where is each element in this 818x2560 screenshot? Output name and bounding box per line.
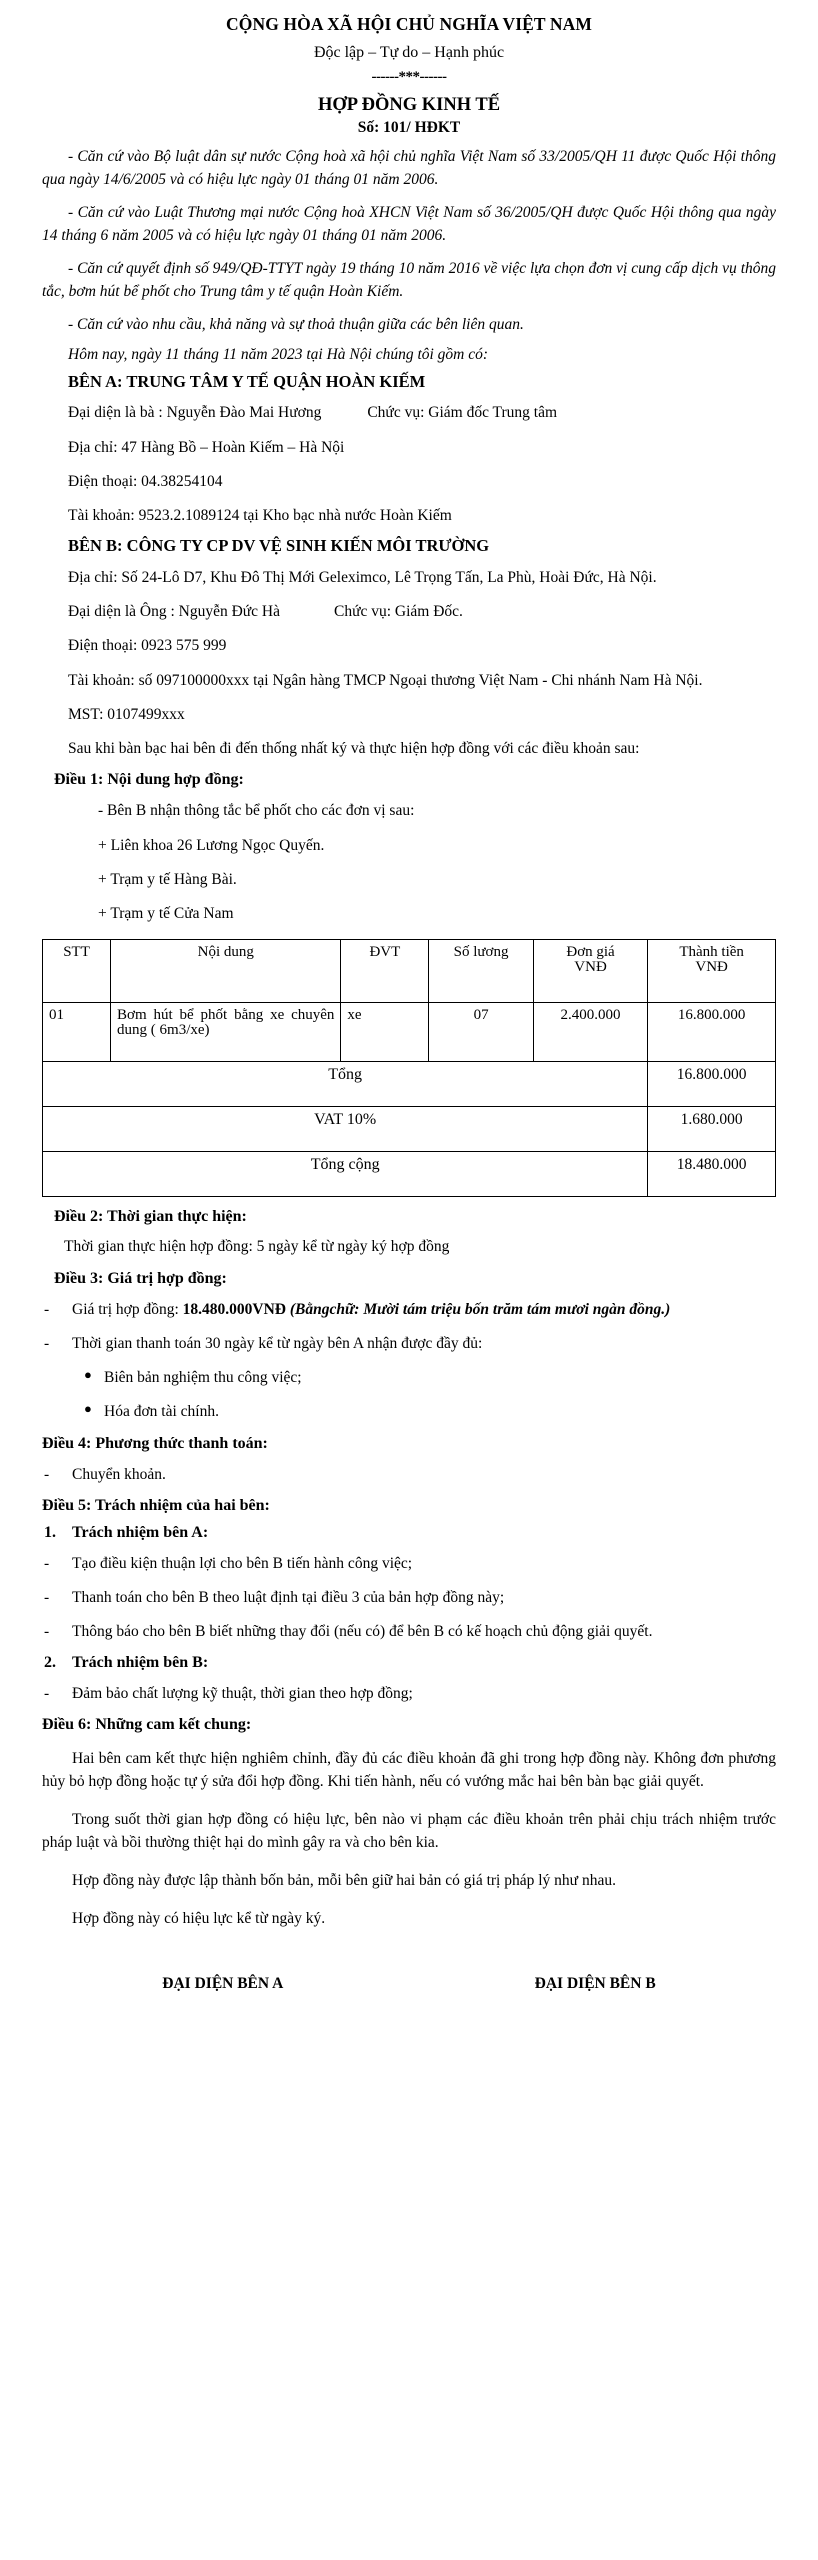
dongia-label-line1: Đơn giá bbox=[566, 944, 615, 961]
article-6-paragraph: Trong suốt thời gian hợp đồng có hiệu lực, bên nào vi phạm các điều khoản trên phải chịu trách nhiệm trước pháp luật và bồi thường thiệt hại do mình gây ra và cho bên kia. bbox=[42, 1810, 776, 1852]
total-label: Tổng bbox=[43, 1062, 648, 1107]
grandtotal-value: 18.480.000 bbox=[648, 1152, 776, 1197]
party-a-representative: Đại diện là bà : Nguyễn Đào Mai Hương bbox=[68, 404, 322, 422]
party-b-section bbox=[42, 538, 776, 726]
list-number: 2. bbox=[44, 1653, 56, 1671]
agreement-intro: Sau khi bàn bạc hai bên đi đến thống nhất ký và thực hiện hợp đồng với các điều khoản sau: bbox=[68, 740, 640, 758]
cell-stt: 01 bbox=[43, 1003, 111, 1062]
payment-method-text: Chuyển khoản. bbox=[72, 1465, 166, 1483]
article-2-line: Thời gian thực hiện hợp đồng: 5 ngày kể từ ngày ký hợp đồng bbox=[64, 1238, 450, 1256]
duty-text: Thông báo cho bên B biết những thay đổi (nếu có) để bên B có kế hoạch chủ động giải quyết. bbox=[72, 1623, 653, 1641]
party-b-tax-code: MST: 0107499xxx bbox=[68, 705, 185, 723]
party-b-address: Địa chỉ: Số 24-Lô D7, Khu Đô Thị Mới Geleximco, Lê Trọng Tấn, La Phù, Hoài Đức, Hà Nội. bbox=[68, 568, 657, 586]
party-a-representative-row bbox=[42, 401, 776, 424]
dash-marker: - bbox=[44, 1465, 50, 1483]
recital-item: - Căn cứ vào Luật Thương mại nước Cộng hoà XHCN Việt Nam số 36/2005/QH được Quốc Hội thông qua ngày 14 tháng 6 năm 2005 và có hiệu lực ngày 01 tháng 01 năm 2006. bbox=[42, 203, 776, 245]
bullet-marker: ● bbox=[84, 1401, 92, 1417]
party-b-representative: Đại diện là Ông : Nguyễn Đức Hà bbox=[68, 603, 280, 621]
table-header-row bbox=[43, 940, 776, 1003]
dash-marker: - bbox=[44, 1554, 50, 1572]
article-6-paragraph: Hợp đồng này được lập thành bốn bản, mỗi bên giữ hai bản có giá trị pháp lý như nhau. bbox=[72, 1872, 616, 1890]
cell-dongia: 2.400.000 bbox=[533, 1003, 647, 1062]
table-column-header-soluong: Số lương bbox=[429, 940, 533, 1003]
article-5-section bbox=[42, 1498, 776, 1705]
party-b-name: BÊN B: CÔNG TY CP DV VỆ SINH KIẾN MÔI TRƯỜNG bbox=[68, 536, 490, 556]
national-motto: Độc lập – Tự do – Hạnh phúc bbox=[313, 43, 505, 61]
party-a-account: Tài khoản: 9523.2.1089124 tại Kho bạc nhà nước Hoàn Kiếm bbox=[68, 507, 452, 525]
vat-value: 1.680.000 bbox=[648, 1107, 776, 1152]
table-column-header-stt: STT bbox=[43, 940, 111, 1003]
table-row bbox=[43, 1003, 776, 1062]
decorative-divider: ------***------ bbox=[371, 68, 447, 85]
article-3-value-item bbox=[42, 1298, 776, 1321]
article-5-heading: Điều 5: Trách nhiệm của hai bên: bbox=[42, 1496, 270, 1514]
article-6-section bbox=[42, 1717, 776, 1930]
vat-label: VAT 10% bbox=[43, 1107, 648, 1152]
article-1-unit: + Trạm y tế Hàng Bài. bbox=[98, 870, 237, 888]
article-5-party-a-item bbox=[42, 1620, 776, 1643]
cell-noidung: Bơm hút bể phốt bằng xe chuyên dung ( 6m3/xe) bbox=[111, 1003, 341, 1062]
table-column-header-noidung: Nội dung bbox=[111, 940, 341, 1003]
article-4-section bbox=[42, 1436, 776, 1486]
article-1-unit: + Liên khoa 26 Lương Ngọc Quyến. bbox=[98, 836, 325, 854]
article-6-heading: Điều 6: Những cam kết chung: bbox=[42, 1715, 252, 1733]
signature-party-a: ĐẠI DIỆN BÊN A bbox=[162, 1975, 284, 1993]
article-6-paragraph: Hai bên cam kết thực hiện nghiêm chỉnh, đầy đủ các điều khoản đã ghi trong hợp đồng này. Không đơn phương hủy bỏ hợp đồng hoặc tự ý sửa đổi hợp đồng. Khi tiến hành, nếu có vướng mắc hai bên bàn bạc giải quyết. bbox=[42, 1749, 776, 1791]
dongia-label-line2: VNĐ bbox=[574, 959, 607, 976]
signature-block bbox=[42, 1976, 776, 1992]
thanhtien-label-line2: VNĐ bbox=[695, 959, 728, 976]
dash-marker: - bbox=[44, 1334, 50, 1352]
party-a-phone: Điện thoại: 04.38254104 bbox=[68, 472, 223, 490]
doc-label: Hóa đơn tài chính. bbox=[104, 1403, 219, 1421]
article-2-section bbox=[42, 1209, 776, 1258]
article-5-party-b-item bbox=[42, 1682, 776, 1705]
recitals-section bbox=[42, 145, 776, 337]
table-total-row bbox=[43, 1062, 776, 1107]
contract-value-amount: 18.480.000VNĐ bbox=[182, 1300, 287, 1318]
cell-soluong: 07 bbox=[429, 1003, 533, 1062]
price-table bbox=[42, 939, 776, 1197]
grandtotal-label: Tổng cộng bbox=[43, 1152, 648, 1197]
contract-value-prefix: Giá trị hợp đồng: bbox=[72, 1300, 183, 1318]
recital-item: - Căn cứ vào Bộ luật dân sự nước Cộng hoà xã hội chủ nghĩa Việt Nam số 33/2005/QH 11 được Quốc Hội thông qua ngày 14/6/2005 và có hiệu lực ngày 01 tháng 01 năm 2006. bbox=[42, 147, 776, 189]
doc-label: Biên bản nghiệm thu công việc; bbox=[104, 1369, 302, 1387]
article-3-doc-item bbox=[42, 1400, 776, 1423]
recital-item: - Căn cứ quyết định số 949/QĐ-TTYT ngày 19 tháng 10 năm 2016 về việc lựa chọn đơn vị cung cấp dịch vụ thông tắc, bơm hút bể phốt cho Trung tâm y tế quận Hoàn Kiếm. bbox=[42, 259, 776, 301]
total-value: 16.800.000 bbox=[648, 1062, 776, 1107]
dash-marker: - bbox=[44, 1623, 50, 1641]
thanhtien-label-line1: Thành tiền bbox=[679, 944, 744, 961]
dash-marker: - bbox=[44, 1300, 50, 1318]
party-b-account: Tài khoản: số 097100000xxx tại Ngân hàng TMCP Ngoại thương Việt Nam - Chi nhánh Nam Hà Nội. bbox=[68, 671, 703, 689]
party-b-phone: Điện thoại: 0923 575 999 bbox=[68, 637, 227, 655]
cell-thanhtien: 16.800.000 bbox=[648, 1003, 776, 1062]
party-b-role: Chức vụ: Giám Đốc. bbox=[334, 603, 463, 621]
party-a-name: BÊN A: TRUNG TÂM Y TẾ QUẬN HOÀN KIẾM bbox=[68, 371, 426, 391]
signature-party-b: ĐẠI DIỆN BÊN B bbox=[534, 1975, 656, 1993]
party-a-duties-label: Trách nhiệm bên A: bbox=[72, 1523, 209, 1541]
national-title: CỘNG HÒA XÃ HỘI CHỦ NGHĨA VIỆT NAM bbox=[226, 14, 592, 34]
party-b-duties-label: Trách nhiệm bên B: bbox=[72, 1653, 209, 1671]
cell-dvt: xe bbox=[341, 1003, 429, 1062]
duty-text: Thanh toán cho bên B theo luật định tại điều 3 của bản hợp đồng này; bbox=[72, 1589, 505, 1607]
party-b-representative-row bbox=[42, 600, 776, 623]
article-3-section bbox=[42, 1271, 776, 1424]
article-3-heading: Điều 3: Giá trị hợp đồng: bbox=[54, 1269, 227, 1287]
table-vat-row bbox=[43, 1107, 776, 1152]
article-1-heading: Điều 1: Nội dung hợp đồng: bbox=[54, 771, 244, 789]
article-6-paragraph: Hợp đồng này có hiệu lực kể từ ngày ký. bbox=[72, 1909, 326, 1927]
contract-value-words: (Bằngchữ: Mười tám triệu bốn trăm tám mươi ngàn đồng.) bbox=[286, 1300, 671, 1318]
table-grandtotal-row bbox=[43, 1152, 776, 1197]
document-number: Số: 101/ HĐKT bbox=[357, 119, 461, 136]
article-5-party-a-item bbox=[42, 1552, 776, 1575]
bullet-marker: ● bbox=[84, 1367, 92, 1383]
party-a-address: Địa chỉ: 47 Hàng Bồ – Hoàn Kiếm – Hà Nội bbox=[68, 438, 345, 456]
table-column-header-thanhtien bbox=[648, 940, 776, 1003]
party-a-section bbox=[42, 371, 776, 528]
page-title: HỢP ĐỒNG KINH TẾ bbox=[317, 94, 501, 115]
duty-text: Tạo điều kiện thuận lợi cho bên B tiến hành công việc; bbox=[72, 1554, 413, 1572]
article-4-item bbox=[42, 1463, 776, 1486]
article-1-unit: + Trạm y tế Cửa Nam bbox=[98, 905, 234, 923]
recital-item: - Căn cứ vào nhu cầu, khả năng và sự thoả thuận giữa các bên liên quan. bbox=[68, 315, 524, 333]
article-3-doc-item bbox=[42, 1366, 776, 1389]
article-5-party-a-item bbox=[42, 1586, 776, 1609]
duty-text: Đảm bảo chất lượng kỹ thuật, thời gian theo hợp đồng; bbox=[72, 1684, 413, 1702]
party-a-role: Chức vụ: Giám đốc Trung tâm bbox=[367, 404, 558, 422]
dash-marker: - bbox=[44, 1684, 50, 1702]
table-column-header-dongia bbox=[533, 940, 647, 1003]
article-1-intro: - Bên B nhận thông tắc bể phốt cho các đơn vị sau: bbox=[98, 802, 415, 820]
article-5-party-b-heading bbox=[42, 1655, 776, 1671]
payment-term-text: Thời gian thanh toán 30 ngày kể từ ngày bên A nhận được đầy đủ: bbox=[72, 1334, 483, 1352]
dash-marker: - bbox=[44, 1589, 50, 1607]
article-3-payment-term bbox=[42, 1332, 776, 1355]
article-1-section bbox=[42, 772, 776, 925]
document-header bbox=[42, 16, 776, 136]
signing-date-line: Hôm nay, ngày 11 tháng 11 năm 2023 tại Hà Nội chúng tôi gồm có: bbox=[68, 346, 489, 364]
list-number: 1. bbox=[44, 1523, 56, 1541]
article-2-heading: Điều 2: Thời gian thực hiện: bbox=[54, 1208, 247, 1226]
article-5-party-a-heading bbox=[42, 1525, 776, 1541]
article-4-heading: Điều 4: Phương thức thanh toán: bbox=[42, 1434, 268, 1452]
table-column-header-dvt: ĐVT bbox=[341, 940, 429, 1003]
